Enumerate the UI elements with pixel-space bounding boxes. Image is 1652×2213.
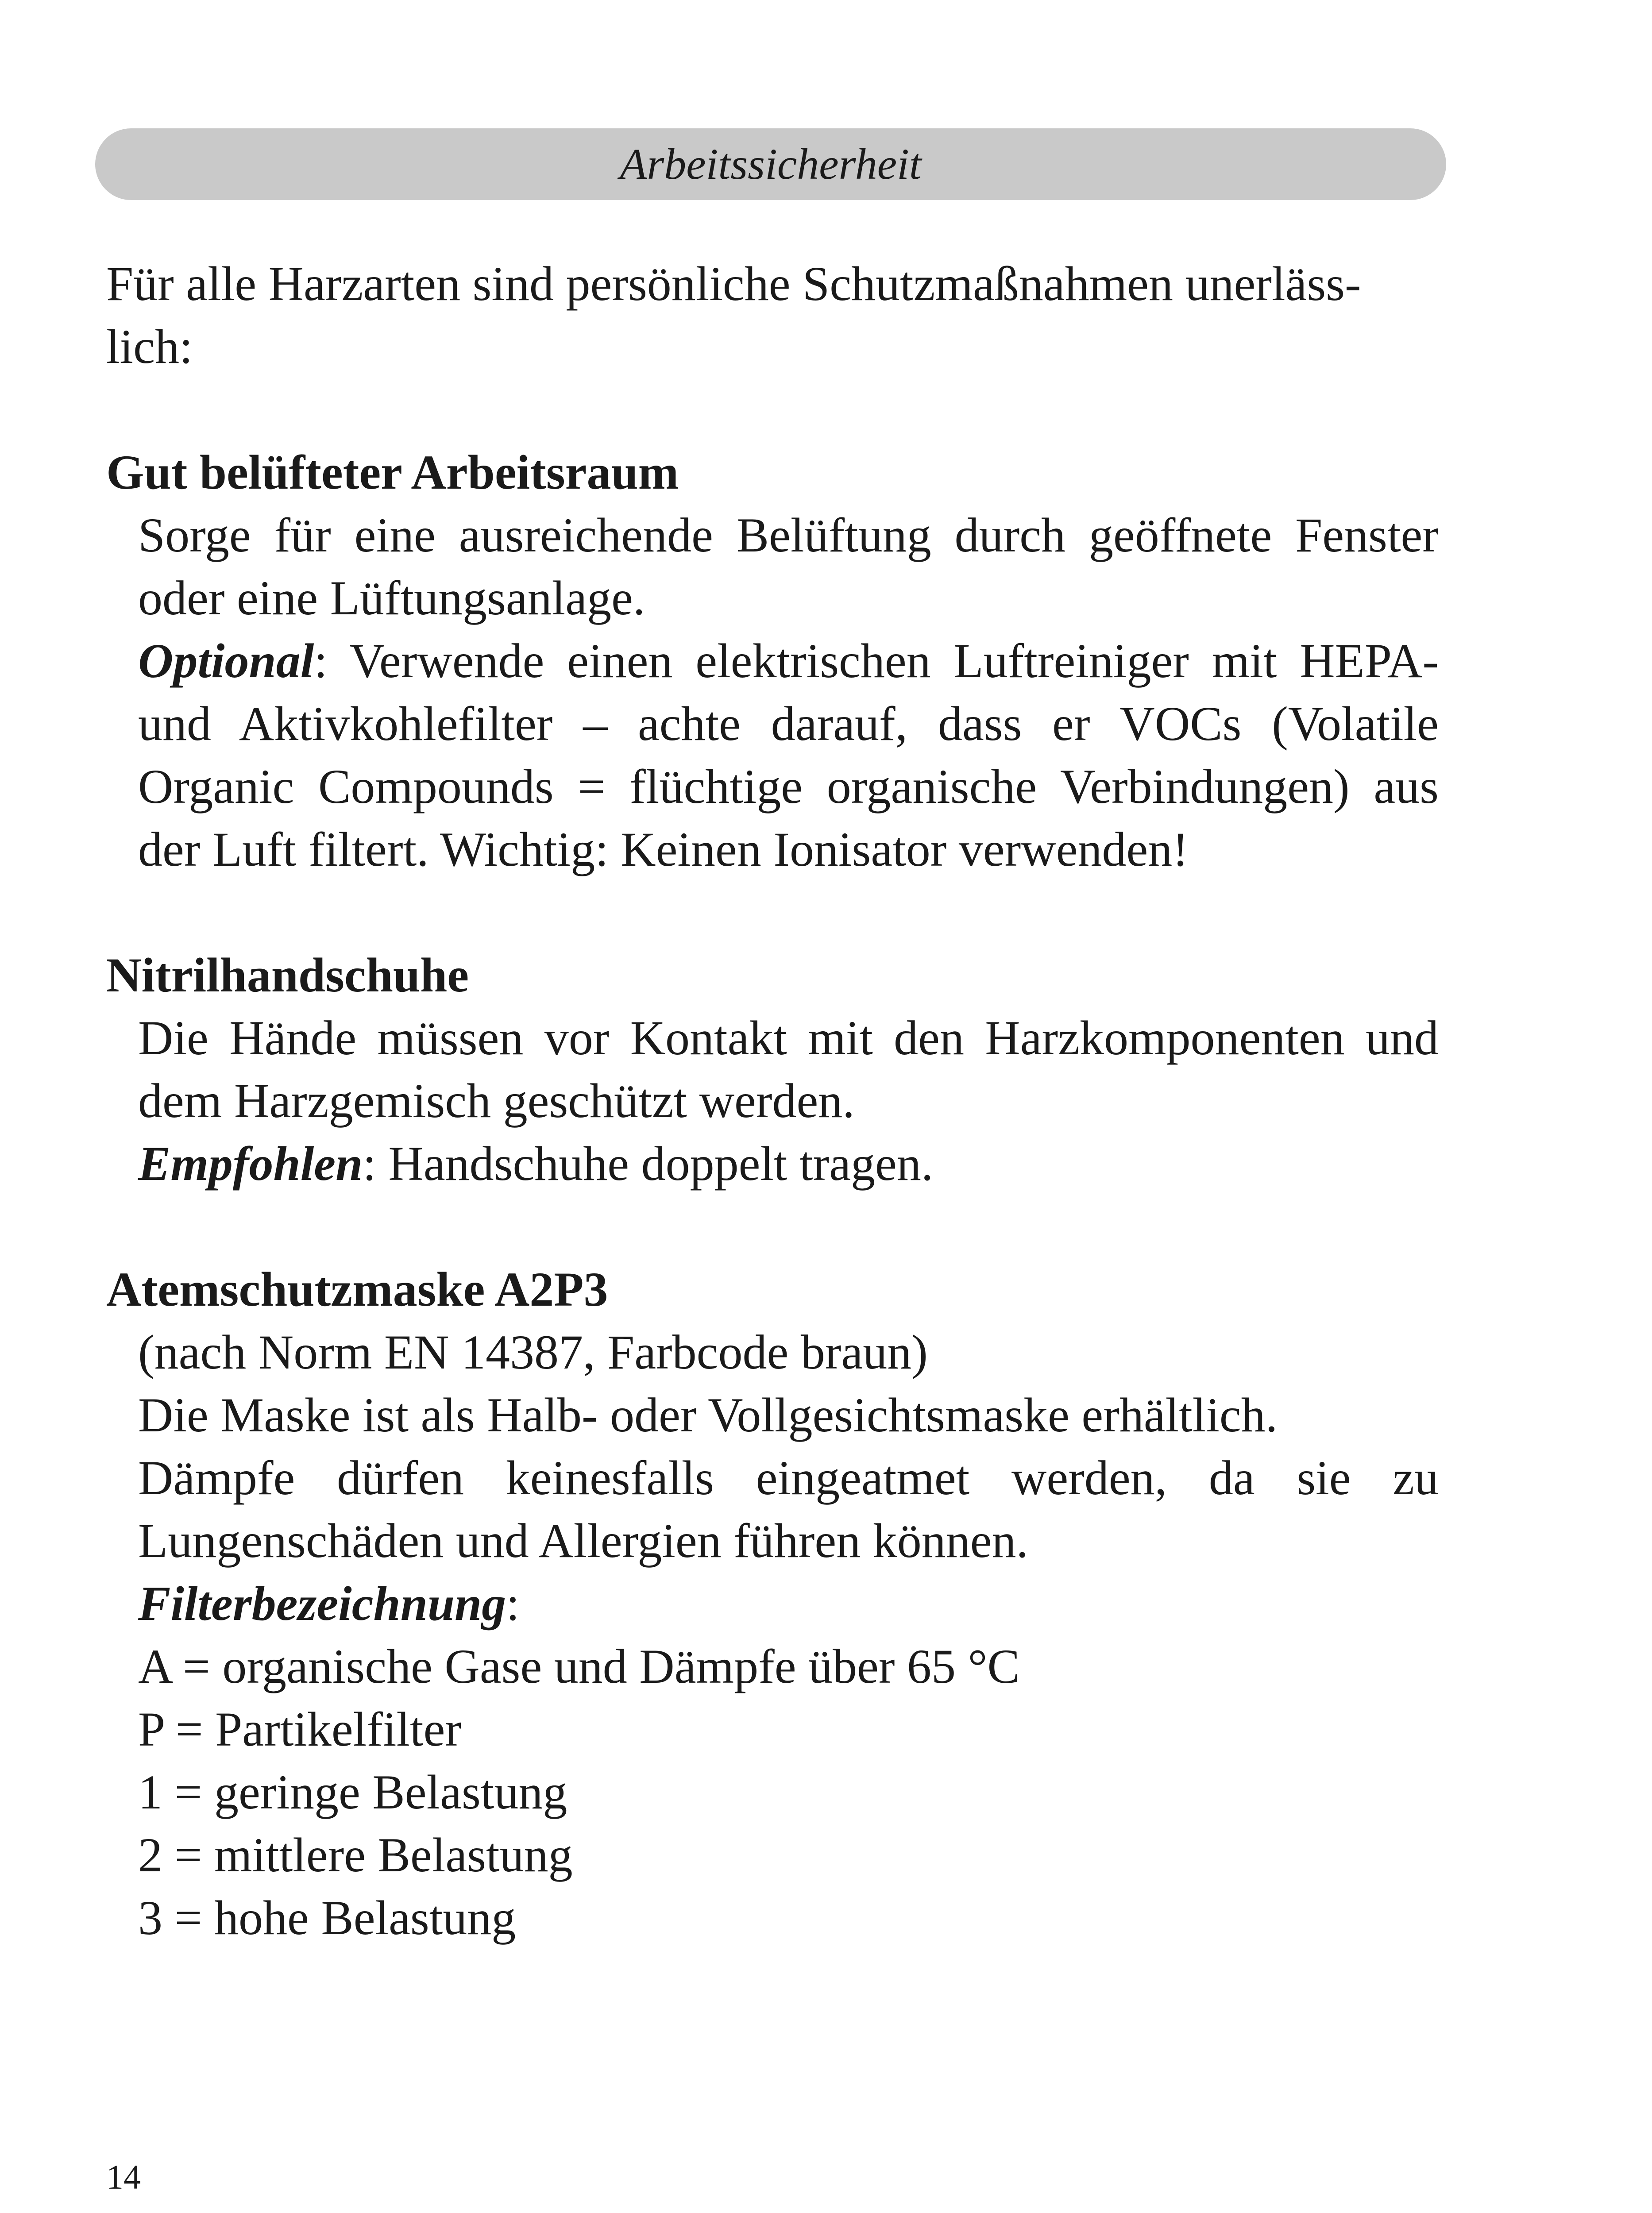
recommended-text: : Handschuhe doppelt tragen. [363,1137,934,1191]
heading-gloves: Nitrilhandschuhe [106,948,469,1002]
heading-ventilation: Gut belüfteter Arbeitsraum [106,445,679,499]
respirator-norm: (nach Norm EN 14387, Farbcode braun) [138,1325,928,1379]
gloves-paragraph: Die Hände müssen vor Kontakt mit den Harzkomponenten und dem Harzgemisch geschützt werden. [138,1011,1439,1128]
recommended-label: Empfohlen [138,1137,363,1191]
filter-label-line [106,1572,1439,1635]
spacer [106,881,1439,944]
page-number: 14 [106,2158,141,2196]
ventilation-paragraph: Sorge für eine ausreichende Belüftung durch geöffnete Fenster oder eine Lüftungsanlage. [138,508,1439,625]
spacer [106,378,1439,441]
optional-text: : Verwende einen elektrischen Luftreiniger mit HEPA- und Aktivkohlefilter – achte darauf, dass er VOCs (Volatile Organic Compounds = flüchtige organische Verbindungen) aus der Luft filtert. Wichtig: Keinen Ionisator verwenden! [138,634,1439,876]
respirator-warning: Dämpfe dürfen keinesfalls eingeatmet werden, da sie zu Lungenschäden und Allergien führen können. [138,1451,1439,1568]
ventilation-optional-paragraph [106,629,1439,881]
section-title: Arbeitssicherheit [620,139,922,189]
filter-item: 1 = geringe Belastung [138,1765,567,1819]
heading-respirator: Atemschutzmaske A2P3 [106,1262,608,1316]
respirator-mask-text: Die Maske ist als Halb- oder Vollgesichtsmaske erhältlich. [138,1388,1278,1442]
filter-item: A = organische Gase und Dämpfe über 65 °C [138,1639,1020,1693]
gloves-recommended-paragraph [106,1132,1439,1195]
filter-item: P = Partikelfilter [138,1702,462,1756]
spacer [106,1195,1439,1258]
intro-line-2: lich: [106,320,193,374]
optional-label: Optional [138,634,314,688]
filter-colon: : [506,1577,520,1631]
filter-item: 3 = hohe Belastung [138,1891,516,1945]
page-body [106,252,1439,1949]
section-header-bar [95,128,1446,200]
intro-line-1: Für alle Harzarten sind persönliche Schutzmaßnahmen unerläss- [106,257,1361,311]
filter-item: 2 = mittlere Belastung [138,1828,573,1882]
filter-label: Filterbezeichnung [138,1577,506,1631]
